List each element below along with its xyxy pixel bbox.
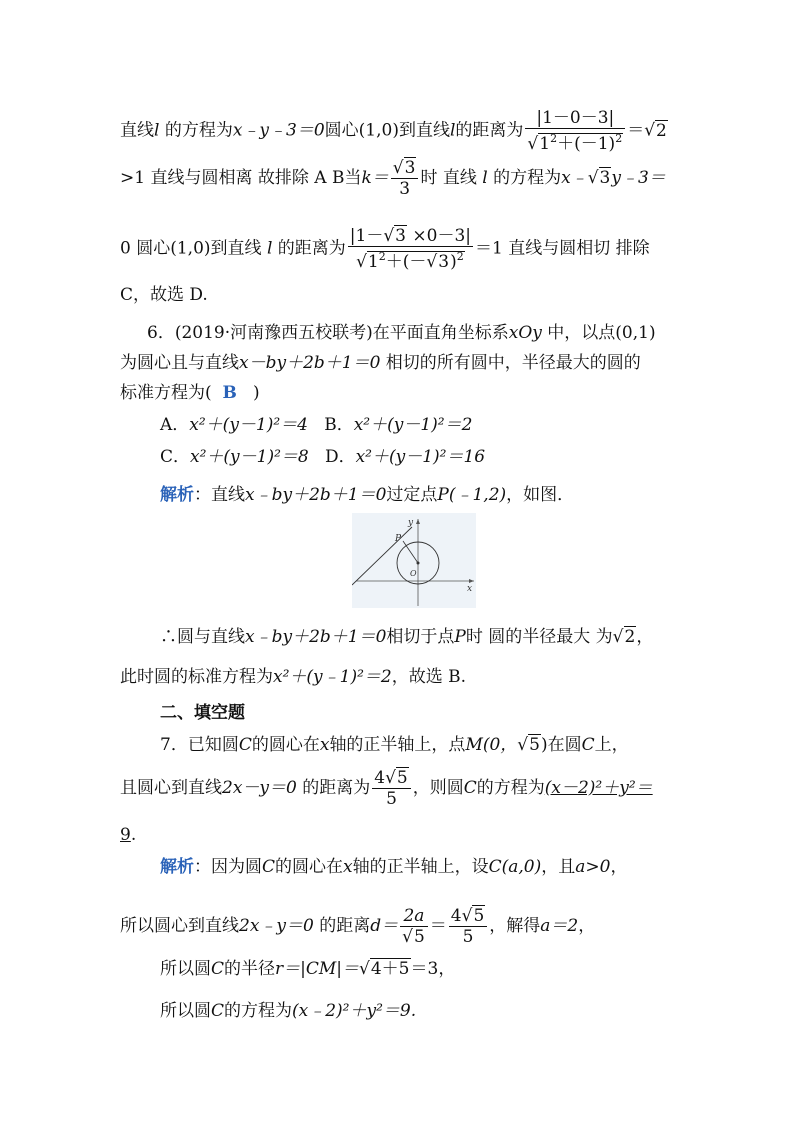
question6-line-1 bbox=[147, 322, 656, 344]
point: C(a,0) bbox=[488, 857, 542, 877]
root: 4＋5 bbox=[370, 959, 410, 979]
equation: x²＋(y﹣1)²＝2 bbox=[273, 667, 392, 687]
option-d: x²＋(y－1)²＝16 bbox=[355, 447, 486, 467]
fraction-numerator: 4√5 bbox=[372, 768, 411, 789]
text: 轴的正半轴上，设 bbox=[352, 857, 489, 877]
text: 的距离为 bbox=[296, 778, 371, 798]
text: ， bbox=[610, 857, 628, 877]
text: 轴的正半轴上，点 bbox=[329, 735, 466, 755]
var-l: l bbox=[266, 238, 273, 259]
text: ：直线 bbox=[194, 485, 245, 505]
text: 为圆心且与直线 bbox=[120, 353, 239, 373]
text: 时 直线 bbox=[420, 168, 477, 188]
text: 相切于点 bbox=[386, 627, 455, 647]
condition: a>0 bbox=[575, 857, 611, 877]
question6-line-2 bbox=[120, 352, 641, 374]
equation: x﹣by＋2b＋1＝0 bbox=[245, 627, 387, 647]
option-c: x²＋(y－1)²＝8 bbox=[190, 447, 309, 467]
question7-line-2 bbox=[120, 768, 653, 809]
text: ＝3， bbox=[410, 959, 456, 979]
text: 中，以点(0,1) bbox=[541, 323, 656, 343]
text: 相切的所有圆中，半径最大的圆的 bbox=[380, 353, 641, 373]
text: 的方程为 bbox=[224, 1001, 293, 1021]
solution-label: 解析 bbox=[160, 485, 194, 505]
text: 的距离为 bbox=[277, 238, 346, 259]
fraction-denominator: $√1^2+(-√3)^2$ bbox=[356, 250, 464, 272]
circle-tangent-figure bbox=[352, 513, 476, 608]
fraction-numerator: 2a bbox=[400, 906, 428, 927]
var-c: C bbox=[463, 778, 477, 798]
text: ＋(－ bbox=[385, 252, 427, 272]
answer: (x－2)²＋y²＝ bbox=[544, 778, 653, 798]
k-expr: k＝ bbox=[361, 168, 389, 188]
point-m: M(0， bbox=[465, 735, 518, 755]
fraction-numerator: |1－√3 ×0－3| bbox=[349, 226, 472, 246]
equation: 2x－y＝0 bbox=[222, 778, 297, 798]
solution6-line-3 bbox=[120, 666, 466, 688]
distance-fraction bbox=[372, 768, 411, 809]
text: 4 bbox=[374, 768, 386, 788]
result: a＝2 bbox=[540, 916, 579, 936]
text: ＝ bbox=[429, 916, 447, 936]
var-p: P bbox=[454, 627, 466, 647]
label-x: x bbox=[467, 584, 473, 594]
var-c: C bbox=[581, 735, 595, 755]
var-l: l bbox=[449, 120, 456, 141]
solution7-line-3: 所以圆C的半径r＝|CM|＝√4＋5＝3， bbox=[160, 959, 456, 979]
text: ＋(－1) bbox=[557, 134, 616, 154]
final-equation: (x﹣2)²＋y²＝9. bbox=[292, 1001, 417, 1021]
text: ，则圆 bbox=[412, 778, 464, 798]
text: 的半径 bbox=[224, 959, 276, 979]
line-equation: x﹣y﹣3＝0 bbox=[232, 120, 325, 141]
text: 所以圆 bbox=[160, 1001, 211, 1021]
text: 所以圆心到直线 bbox=[120, 916, 239, 936]
text: 的方程为 bbox=[476, 778, 545, 798]
fraction-numerator: 4√5 bbox=[449, 906, 488, 927]
root: 5 bbox=[396, 768, 408, 788]
text: 的圆心在 bbox=[275, 857, 344, 877]
text: 标准方程为( bbox=[120, 383, 212, 403]
option-b-label: B． bbox=[324, 415, 354, 435]
options-row-2 bbox=[160, 446, 485, 468]
question7-line-3 bbox=[120, 824, 136, 846]
root: 5 bbox=[413, 927, 425, 947]
radius-expr: r＝|CM|＝ bbox=[275, 959, 360, 979]
text: ) bbox=[450, 252, 457, 272]
text: 上， bbox=[594, 735, 629, 755]
root: 3 bbox=[438, 252, 450, 272]
option-a: x²＋(y－1)²＝4 bbox=[189, 415, 308, 435]
fraction-numerator: √3 bbox=[391, 158, 419, 179]
text: 4 bbox=[450, 906, 462, 926]
label-o: O bbox=[410, 569, 417, 578]
solution-label: 解析 bbox=[160, 857, 194, 877]
text: ，且 bbox=[541, 857, 576, 877]
equation: x－by＋2b＋1＝0 bbox=[239, 353, 381, 373]
d-expr: d＝ bbox=[370, 916, 399, 936]
text: 所以圆 bbox=[160, 959, 211, 979]
text: ， bbox=[636, 627, 654, 647]
point-p: P(﹣1,2) bbox=[437, 485, 507, 505]
solution6-line-1 bbox=[160, 484, 574, 506]
text: 直线 bbox=[120, 120, 154, 141]
text: 过定点 bbox=[386, 485, 438, 505]
answer-letter: B bbox=[222, 383, 237, 403]
root: 2 bbox=[656, 120, 667, 141]
text: 当 bbox=[344, 168, 362, 188]
text: ， bbox=[578, 916, 596, 936]
solution7-line-4 bbox=[160, 1000, 416, 1022]
text: y﹣3＝ bbox=[611, 168, 666, 188]
text: . bbox=[130, 825, 137, 845]
text: ＝ bbox=[627, 120, 645, 141]
fraction-denominator: √5 bbox=[402, 927, 425, 947]
solution5-line-2: >1 直线与圆相离 故排除 A B当k＝ $\frac{√3}{3}$ 时 直线 l 的方程为x﹣√3y﹣3＝ bbox=[120, 158, 666, 199]
text: 的圆心在 bbox=[251, 735, 320, 755]
option-a-label: A． bbox=[160, 415, 190, 435]
distance-fraction-2 bbox=[348, 226, 473, 272]
equation: x﹣by＋2b＋1＝0 bbox=[245, 485, 387, 505]
text: >1 直线与圆相离 故排除 A B bbox=[120, 168, 345, 188]
text: 的方程为 bbox=[159, 120, 233, 141]
text: ：因为圆 bbox=[194, 857, 262, 877]
text: )在圆 bbox=[540, 735, 582, 755]
fraction-denominator: 5 bbox=[462, 927, 474, 947]
section-title: 二、填空题 bbox=[160, 703, 245, 723]
text: 且圆心到直线 bbox=[120, 778, 222, 798]
var-x: x bbox=[319, 735, 330, 755]
text: ∴圆与直线 bbox=[160, 627, 245, 647]
fraction-1 bbox=[400, 906, 428, 947]
text: ，解得 bbox=[489, 916, 541, 936]
text: 时 圆的半径最大 为 bbox=[465, 627, 613, 647]
section-heading bbox=[160, 702, 245, 724]
text: x﹣ bbox=[561, 168, 588, 188]
var-l: l bbox=[154, 120, 160, 141]
equation: 2x﹣y＝0 bbox=[239, 916, 314, 936]
solution6-line-2: ∴圆与直线x﹣by＋2b＋1＝0相切于点P时 圆的半径最大 为√2， bbox=[160, 627, 654, 647]
fraction-denominator: $√1^2+(-1)^2$ bbox=[527, 132, 623, 154]
fraction-denominator: 5 bbox=[386, 789, 397, 809]
text: 6．(2019·河南豫西五校联考)在平面直角坐标系 bbox=[147, 323, 509, 343]
answer-cont: 9 bbox=[120, 825, 131, 845]
option-d-label: D． bbox=[324, 447, 356, 467]
text: ×0－3| bbox=[407, 226, 472, 246]
root: 3 bbox=[599, 168, 611, 188]
text: ) bbox=[253, 383, 260, 403]
text: 圆心(1,0)到直线 bbox=[324, 120, 450, 141]
text: C，故选 D. bbox=[120, 285, 208, 305]
var-c: C bbox=[238, 735, 252, 755]
fraction-denominator: 3 bbox=[399, 179, 411, 199]
var-c: C bbox=[262, 857, 276, 877]
text: 此时圆的标准方程为 bbox=[120, 667, 273, 687]
label-p: P bbox=[395, 534, 402, 544]
text: 0 圆心(1,0)到直线 bbox=[120, 238, 262, 259]
label-y: y bbox=[408, 518, 414, 528]
text: 的距离为 bbox=[455, 120, 524, 141]
text: 1 bbox=[539, 134, 551, 154]
solution7-line-1 bbox=[160, 856, 627, 878]
sup: 2 bbox=[615, 132, 623, 145]
solution7-line-2 bbox=[120, 906, 595, 947]
sup: 2 bbox=[378, 250, 386, 263]
sup: 2 bbox=[456, 250, 464, 263]
solution5-line-4 bbox=[120, 284, 208, 306]
var-x: x bbox=[343, 857, 353, 877]
root: 5 bbox=[529, 735, 540, 755]
figure-background bbox=[352, 513, 476, 608]
question7-line-1: 7．已知圆C的圆心在x轴的正半轴上，点M(0，√5)在圆C上， bbox=[160, 735, 629, 755]
center-point bbox=[417, 562, 420, 565]
solution5-line-3 bbox=[120, 226, 650, 272]
sup: 2 bbox=[550, 132, 558, 145]
var-c: C bbox=[211, 959, 225, 979]
text: 7．已知圆 bbox=[160, 735, 239, 755]
fraction-2 bbox=[449, 906, 488, 947]
distance-fraction bbox=[525, 108, 625, 154]
text: ，故选 B. bbox=[391, 667, 467, 687]
text: |1－ bbox=[349, 226, 384, 246]
var-l: l bbox=[482, 168, 488, 188]
solution5-line-1: 直线l 的方程为x﹣y﹣3＝0圆心(1,0)到直线l的距离为 $\frac{|1-0-3|}{√1^2+(-1)^2}$ ＝√2 bbox=[120, 108, 667, 154]
text: 的方程为 bbox=[493, 168, 562, 188]
option-c-label: C． bbox=[160, 447, 191, 467]
text: 的距离 bbox=[313, 916, 371, 936]
text: ＝1 直线与圆相切 排除 bbox=[475, 238, 650, 259]
options-row-1 bbox=[160, 414, 472, 436]
root: 3 bbox=[395, 226, 406, 246]
text: ，如图． bbox=[506, 485, 575, 505]
var-c: C bbox=[211, 1001, 225, 1021]
k-fraction bbox=[391, 158, 419, 199]
var: xOy bbox=[508, 323, 542, 343]
fraction-numerator: |1－0－3| bbox=[525, 108, 625, 129]
text: 1 bbox=[367, 252, 379, 272]
question6-line-3 bbox=[120, 382, 260, 404]
root: 5 bbox=[473, 906, 485, 926]
root: 3 bbox=[404, 158, 416, 178]
root: 2 bbox=[624, 627, 636, 647]
option-b: x²＋(y－1)²＝2 bbox=[353, 415, 473, 435]
